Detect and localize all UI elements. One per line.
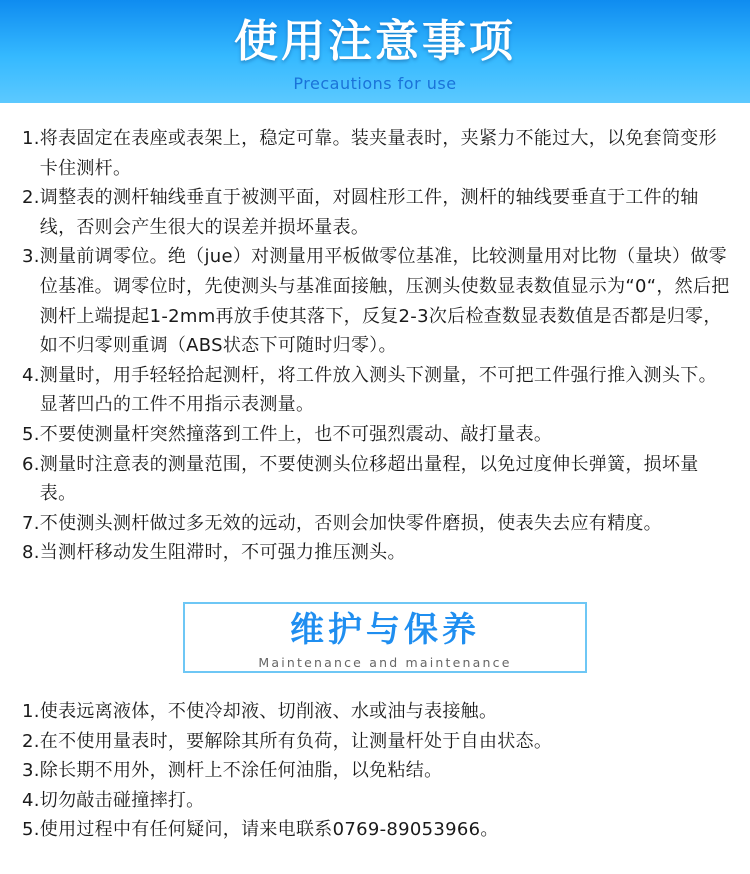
item-text: 不要使测量杆突然撞落到工件上，也不可强烈震动、敲打量表。 xyxy=(39,423,553,445)
header-banner xyxy=(0,0,750,103)
page-subtitle: Precautions for use xyxy=(293,74,457,93)
item-text: 测量前调零位。绝（jue）对测量用平板做零位基准，比较测量用对比物（量块）做零位基准。调零位时，先使测头与基准面接触，压测头使数显表数值显示为“0“，然后把测杆上端提起1-2mm再放手使其落下，反复2-3次后检查数显表数值是否都是归零，如不归零则重调（ABS状态下可随时归零）。 xyxy=(39,246,730,357)
item-number: 1. xyxy=(22,128,40,149)
item-text: 在不使用量表时，要解除其所有负荷，让测量杆处于自由状态。 xyxy=(39,730,553,752)
item-number: 6. xyxy=(22,453,40,475)
item-number: 1. xyxy=(22,701,40,722)
item-number: 2. xyxy=(22,730,40,752)
precaution-item-4 xyxy=(22,361,734,420)
maintenance-item-1 xyxy=(22,697,734,727)
item-number: 4. xyxy=(22,789,40,811)
maintenance-item-2 xyxy=(22,727,734,757)
precaution-item-3 xyxy=(22,242,734,360)
item-text: 测量时注意表的测量范围，不要使测头位移超出量程，以免过度伸长弹簧，损坏量表。 xyxy=(39,453,699,505)
item-number: 8. xyxy=(22,542,40,564)
precaution-item-5 xyxy=(22,420,734,450)
item-number: 3. xyxy=(22,246,40,268)
item-text: 使用过程中有任何疑问，请来电联系0769-89053966。 xyxy=(39,819,499,841)
item-text: 将表固定在表座或表架上，稳定可靠。装夹量表时，夹紧力不能过大，以免套筒变形卡住测杆。 xyxy=(39,128,717,179)
item-text: 除长期不用外，测杆上不涂任何油脂，以免粘结。 xyxy=(39,760,443,782)
precaution-item-2 xyxy=(22,183,734,242)
item-text: 不使测头测杆做过多无效的远动，否则会加快零件磨损，使表失去应有精度。 xyxy=(39,512,662,534)
item-text: 切勿敲击碰撞摔打。 xyxy=(39,789,205,811)
item-text: 测量时，用手轻轻拾起测杆，将工件放入测头下测量，不可把工件强行推入测头下。显著凹凸的工件不用指示表测量。 xyxy=(39,364,717,416)
precaution-item-7 xyxy=(22,509,734,539)
page-title: 使用注意事项 xyxy=(234,16,516,67)
maintenance-subtitle: Maintenance and maintenance xyxy=(258,655,512,670)
item-number: 7. xyxy=(22,512,40,534)
precautions-list xyxy=(22,124,734,568)
maintenance-item-3 xyxy=(22,756,734,786)
maintenance-item-4 xyxy=(22,786,734,816)
maintenance-item-5 xyxy=(22,815,734,845)
precaution-item-6 xyxy=(22,450,734,509)
precaution-item-8 xyxy=(22,538,734,568)
item-text: 调整表的测杆轴线垂直于被测平面，对圆柱形工件，测杆的轴线要垂直于工件的轴线，否则会产生很大的误差并损坏量表。 xyxy=(39,187,699,238)
item-number: 2. xyxy=(22,187,40,209)
item-number: 4. xyxy=(22,364,40,386)
item-number: 5. xyxy=(22,819,40,841)
item-number: 3. xyxy=(22,760,40,782)
maintenance-list xyxy=(22,697,734,845)
item-text: 当测杆移动发生阻滞时，不可强力推压测头。 xyxy=(39,542,406,564)
precaution-item-1 xyxy=(22,124,734,183)
item-text: 使表远离液体，不使冷却液、切削液、水或油与表接触。 xyxy=(39,701,498,722)
maintenance-title: 维护与保养 xyxy=(290,610,480,650)
maintenance-heading-box xyxy=(183,602,587,673)
item-number: 5. xyxy=(22,423,40,445)
